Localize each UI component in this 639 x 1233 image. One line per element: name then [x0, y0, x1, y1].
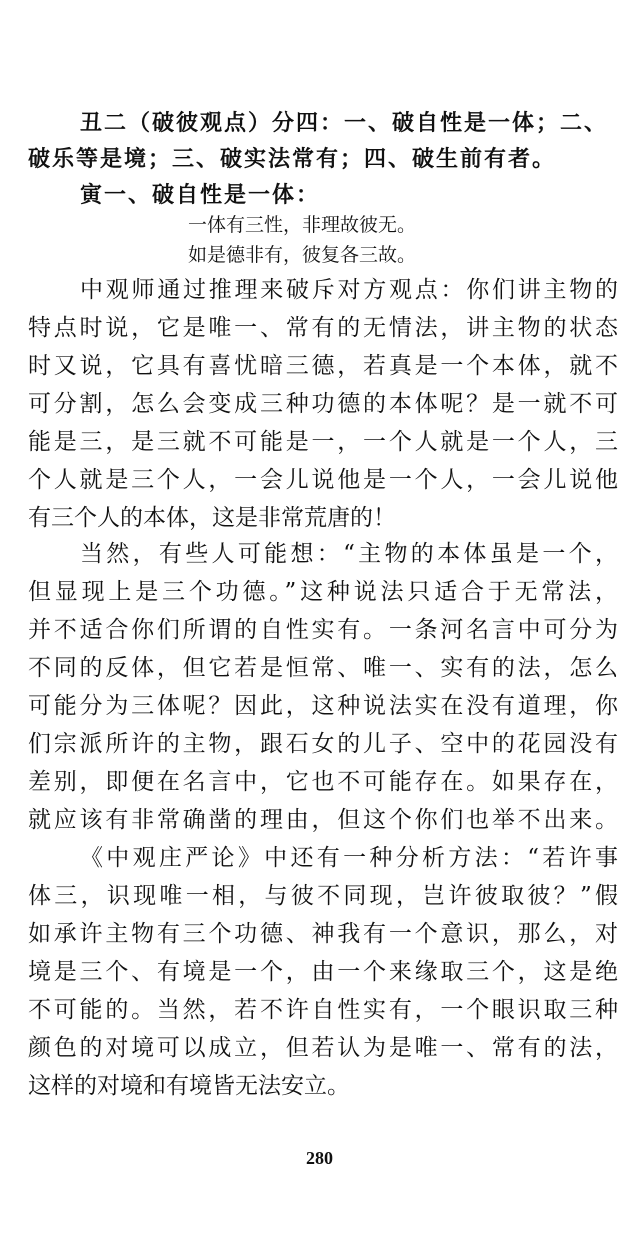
paragraph-3-line: 体三，识现唯一相，与彼不同现，岂许彼取彼？”假 — [28, 883, 618, 909]
section-heading-line-2: 破乐等是境；三、破实法常有；四、破生前有者。 — [28, 146, 557, 172]
section-heading-line-1: 丑二（破彼观点）分四：一、破自性是一体；二、 — [80, 110, 609, 136]
paragraph-2-line: 差别，即便在名言中，它也不可能存在。如果存在， — [28, 769, 618, 795]
paragraph-3-line: 颜色的对境可以成立，但若认为是唯一、常有的法， — [28, 1035, 618, 1061]
page-number: 280 — [306, 1148, 333, 1168]
paragraph-1-line: 特点时说，它是唯一、常有的无情法，讲主物的状态 — [28, 315, 618, 341]
paragraph-3-line: 不可能的。当然，若不许自性实有，一个眼识取三种 — [28, 997, 618, 1023]
paragraph-1-line: 时又说，它具有喜忧暗三德，若真是一个本体，就不 — [28, 353, 618, 379]
verse-line-2: 如是德非有，彼复各三故。 — [188, 244, 417, 266]
paragraph-2-line: 但显现上是三个功德。”这种说法只适合于无常法， — [28, 579, 618, 605]
paragraph-2-line: 并不适合你们所谓的自性实有。一条河名言中可分为 — [28, 617, 618, 643]
paragraph-1-line: 能是三，是三就不可能是一，一个人就是一个人，三 — [28, 429, 618, 455]
paragraph-2-line: 就应该有非常确凿的理由，但这个你们也举不出来。 — [28, 807, 618, 833]
paragraph-3-line: 这样的对境和有境皆无法安立。 — [28, 1073, 350, 1099]
paragraph-1-line: 中观师通过推理来破斥对方观点：你们讲主物的 — [80, 277, 618, 303]
verse-line-1: 一体有三性，非理故彼无。 — [188, 214, 417, 236]
paragraph-2-line: 当然，有些人可能想：“主物的本体虽是一个， — [80, 541, 618, 567]
paragraph-1-line: 有三个人的本体，这是非常荒唐的！ — [28, 505, 396, 531]
paragraph-3-line: 《中观庄严论》中还有一种分析方法：“若许事 — [80, 845, 618, 871]
paragraph-2-line: 不同的反体，但它若是恒常、唯一、实有的法，怎么 — [28, 655, 618, 681]
paragraph-2-line: 可能分为三体呢？因此，这种说法实在没有道理，你 — [28, 693, 618, 719]
sub-heading: 寅一、破自性是一体： — [80, 182, 321, 208]
paragraph-3-line: 如承许主物有三个功德、神我有一个意识，那么，对 — [28, 921, 618, 947]
paragraph-3-line: 境是三个、有境是一个，由一个来缘取三个，这是绝 — [28, 959, 618, 985]
paragraph-2-line: 们宗派所许的主物，跟石女的儿子、空中的花园没有 — [28, 731, 618, 757]
paragraph-1-line: 可分割，怎么会变成三种功德的本体呢？是一就不可 — [28, 391, 618, 417]
paragraph-1-line: 个人就是三个人，一会儿说他是一个人，一会儿说他 — [28, 467, 618, 493]
